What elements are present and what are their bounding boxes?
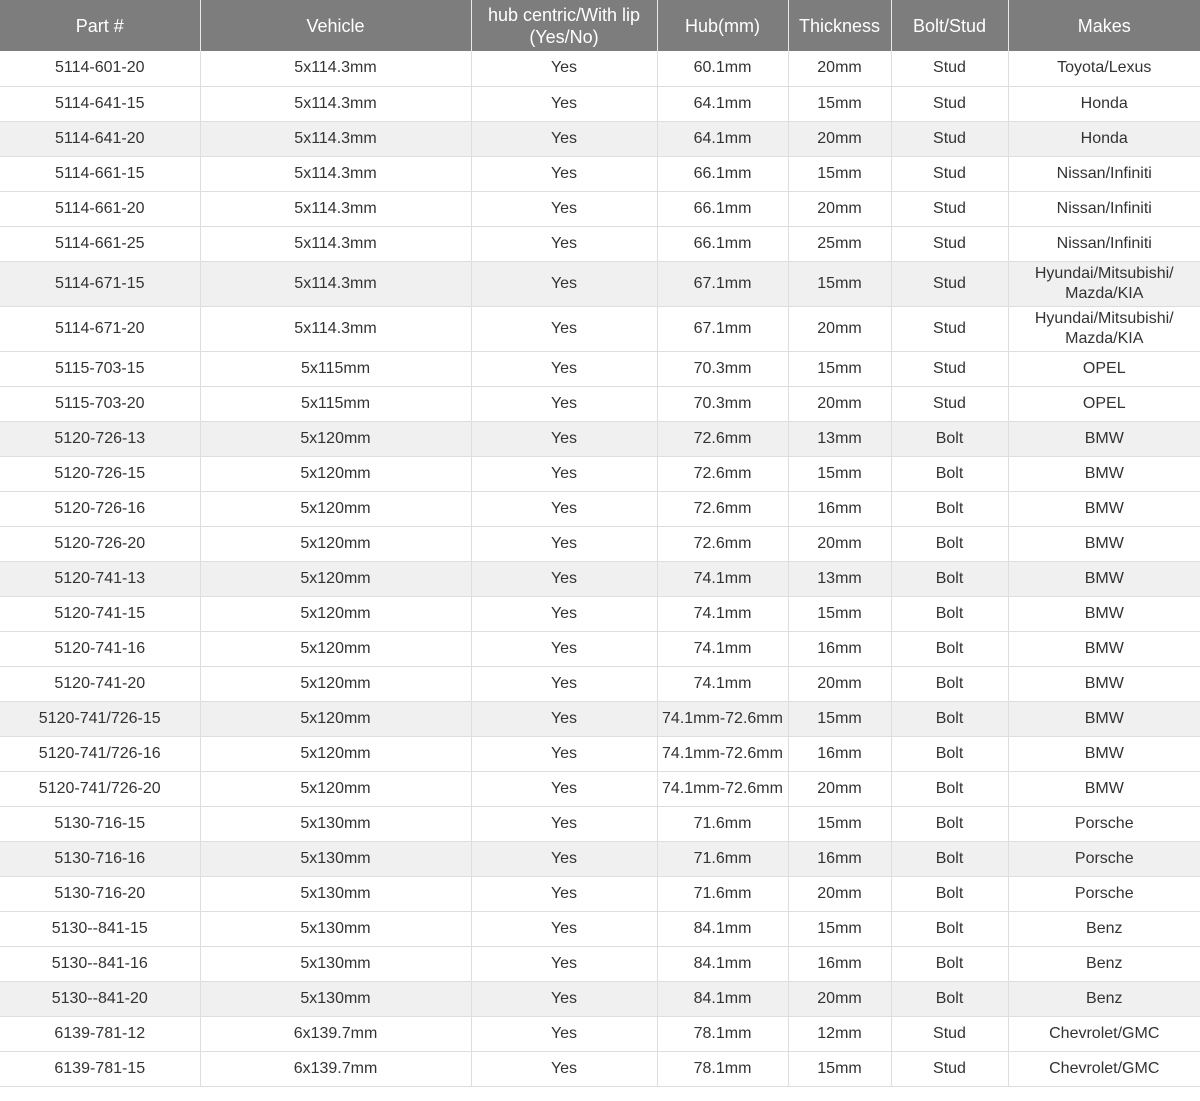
cell-vehicle: 5x120mm (200, 771, 471, 806)
cell-hub-mm: 70.3mm (657, 386, 788, 421)
cell-thickness: 16mm (788, 736, 891, 771)
cell-makes: Honda (1008, 121, 1200, 156)
cell-bolt-stud: Stud (891, 226, 1008, 261)
cell-makes: Hyundai/Mitsubishi/ Mazda/KIA (1008, 261, 1200, 306)
cell-hub-mm: 64.1mm (657, 121, 788, 156)
cell-part-number: 5114-641-20 (0, 121, 200, 156)
cell-thickness: 12mm (788, 1016, 891, 1051)
cell-vehicle: 5x120mm (200, 491, 471, 526)
cell-hub-centric: Yes (471, 946, 657, 981)
cell-makes: OPEL (1008, 386, 1200, 421)
cell-thickness: 20mm (788, 876, 891, 911)
cell-hub-centric: Yes (471, 121, 657, 156)
cell-bolt-stud: Bolt (891, 701, 1008, 736)
cell-vehicle: 5x120mm (200, 596, 471, 631)
cell-thickness: 15mm (788, 701, 891, 736)
cell-thickness: 15mm (788, 261, 891, 306)
cell-makes: Nissan/Infiniti (1008, 226, 1200, 261)
cell-bolt-stud: Bolt (891, 561, 1008, 596)
cell-vehicle: 5x120mm (200, 701, 471, 736)
cell-hub-centric: Yes (471, 156, 657, 191)
cell-thickness: 16mm (788, 491, 891, 526)
cell-hub-centric: Yes (471, 226, 657, 261)
cell-bolt-stud: Bolt (891, 876, 1008, 911)
cell-part-number: 5114-641-15 (0, 86, 200, 121)
cell-hub-mm: 78.1mm (657, 1016, 788, 1051)
cell-part-number: 5114-661-25 (0, 226, 200, 261)
table-row (0, 526, 1200, 561)
cell-part-number: 5130-716-20 (0, 876, 200, 911)
cell-hub-mm: 67.1mm (657, 261, 788, 306)
cell-part-number: 5114-601-20 (0, 51, 200, 86)
table-row (0, 191, 1200, 226)
cell-thickness: 16mm (788, 841, 891, 876)
cell-part-number: 5130-716-16 (0, 841, 200, 876)
cell-thickness: 15mm (788, 806, 891, 841)
table-row (0, 666, 1200, 701)
cell-hub-mm: 72.6mm (657, 421, 788, 456)
table-row (0, 491, 1200, 526)
cell-makes: Porsche (1008, 876, 1200, 911)
header-makes: Makes (1008, 0, 1200, 51)
cell-hub-centric: Yes (471, 701, 657, 736)
table-body (0, 51, 1200, 1086)
cell-part-number: 5120-741-16 (0, 631, 200, 666)
cell-vehicle: 5x114.3mm (200, 191, 471, 226)
cell-part-number: 5120-726-16 (0, 491, 200, 526)
cell-hub-mm: 72.6mm (657, 526, 788, 561)
cell-makes: BMW (1008, 491, 1200, 526)
cell-bolt-stud: Bolt (891, 841, 1008, 876)
table-row (0, 421, 1200, 456)
cell-hub-mm: 74.1mm (657, 561, 788, 596)
cell-makes: BMW (1008, 736, 1200, 771)
cell-hub-mm: 71.6mm (657, 806, 788, 841)
header-row (0, 0, 1200, 51)
table-row (0, 456, 1200, 491)
cell-vehicle: 5x114.3mm (200, 51, 471, 86)
cell-bolt-stud: Bolt (891, 491, 1008, 526)
cell-thickness: 25mm (788, 226, 891, 261)
cell-makes: Nissan/Infiniti (1008, 156, 1200, 191)
cell-part-number: 5114-671-20 (0, 306, 200, 351)
cell-thickness: 20mm (788, 981, 891, 1016)
cell-part-number: 5115-703-20 (0, 386, 200, 421)
cell-part-number: 6139-781-12 (0, 1016, 200, 1051)
cell-hub-mm: 66.1mm (657, 156, 788, 191)
cell-part-number: 5114-671-15 (0, 261, 200, 306)
cell-vehicle: 5x120mm (200, 421, 471, 456)
cell-thickness: 13mm (788, 421, 891, 456)
cell-makes: Benz (1008, 981, 1200, 1016)
cell-makes: Hyundai/Mitsubishi/ Mazda/KIA (1008, 306, 1200, 351)
cell-bolt-stud: Bolt (891, 456, 1008, 491)
cell-hub-centric: Yes (471, 806, 657, 841)
cell-bolt-stud: Stud (891, 261, 1008, 306)
cell-vehicle: 5x120mm (200, 631, 471, 666)
cell-hub-centric: Yes (471, 351, 657, 386)
cell-thickness: 20mm (788, 306, 891, 351)
table-row (0, 736, 1200, 771)
cell-bolt-stud: Bolt (891, 911, 1008, 946)
cell-vehicle: 5x115mm (200, 351, 471, 386)
cell-makes: Benz (1008, 911, 1200, 946)
cell-hub-mm: 74.1mm-72.6mm (657, 736, 788, 771)
cell-makes: BMW (1008, 596, 1200, 631)
cell-part-number: 5120-741/726-16 (0, 736, 200, 771)
cell-hub-mm: 60.1mm (657, 51, 788, 86)
cell-vehicle: 5x114.3mm (200, 121, 471, 156)
cell-part-number: 5120-741-13 (0, 561, 200, 596)
table-row (0, 771, 1200, 806)
table-row (0, 261, 1200, 306)
cell-bolt-stud: Bolt (891, 981, 1008, 1016)
cell-hub-mm: 78.1mm (657, 1051, 788, 1086)
cell-thickness: 20mm (788, 191, 891, 226)
table-row (0, 631, 1200, 666)
cell-hub-mm: 66.1mm (657, 191, 788, 226)
cell-bolt-stud: Bolt (891, 946, 1008, 981)
cell-bolt-stud: Bolt (891, 631, 1008, 666)
cell-makes: Toyota/Lexus (1008, 51, 1200, 86)
cell-vehicle: 5x114.3mm (200, 226, 471, 261)
cell-vehicle: 5x114.3mm (200, 86, 471, 121)
cell-part-number: 5130--841-20 (0, 981, 200, 1016)
cell-bolt-stud: Bolt (891, 806, 1008, 841)
cell-hub-mm: 71.6mm (657, 841, 788, 876)
cell-thickness: 16mm (788, 631, 891, 666)
cell-hub-mm: 72.6mm (657, 456, 788, 491)
cell-bolt-stud: Stud (891, 386, 1008, 421)
cell-hub-centric: Yes (471, 876, 657, 911)
cell-hub-centric: Yes (471, 261, 657, 306)
cell-thickness: 20mm (788, 526, 891, 561)
cell-bolt-stud: Stud (891, 121, 1008, 156)
cell-part-number: 5120-726-15 (0, 456, 200, 491)
cell-vehicle: 5x130mm (200, 841, 471, 876)
cell-thickness: 20mm (788, 666, 891, 701)
table-row (0, 911, 1200, 946)
cell-thickness: 15mm (788, 911, 891, 946)
table-row (0, 86, 1200, 121)
cell-makes: BMW (1008, 701, 1200, 736)
cell-part-number: 5130-716-15 (0, 806, 200, 841)
cell-hub-centric: Yes (471, 561, 657, 596)
header-thickness: Thickness (788, 0, 891, 51)
cell-thickness: 15mm (788, 456, 891, 491)
cell-thickness: 15mm (788, 596, 891, 631)
cell-hub-centric: Yes (471, 1016, 657, 1051)
cell-makes: BMW (1008, 631, 1200, 666)
table-row (0, 351, 1200, 386)
cell-hub-centric: Yes (471, 1051, 657, 1086)
cell-makes: Chevrolet/GMC (1008, 1051, 1200, 1086)
cell-part-number: 5120-726-13 (0, 421, 200, 456)
table-row (0, 121, 1200, 156)
cell-hub-mm: 67.1mm (657, 306, 788, 351)
cell-bolt-stud: Stud (891, 86, 1008, 121)
cell-part-number: 5120-741/726-15 (0, 701, 200, 736)
cell-hub-centric: Yes (471, 911, 657, 946)
cell-hub-mm: 71.6mm (657, 876, 788, 911)
table-header (0, 0, 1200, 51)
cell-hub-mm: 74.1mm (657, 596, 788, 631)
cell-hub-mm: 66.1mm (657, 226, 788, 261)
table-row (0, 51, 1200, 86)
header-hub-centric: hub centric/With lip (Yes/No) (471, 0, 657, 51)
cell-thickness: 20mm (788, 771, 891, 806)
cell-hub-centric: Yes (471, 86, 657, 121)
cell-makes: Chevrolet/GMC (1008, 1016, 1200, 1051)
cell-hub-centric: Yes (471, 191, 657, 226)
cell-hub-centric: Yes (471, 631, 657, 666)
cell-vehicle: 5x120mm (200, 561, 471, 596)
cell-makes: BMW (1008, 526, 1200, 561)
table-row (0, 596, 1200, 631)
table-row (0, 306, 1200, 351)
cell-hub-centric: Yes (471, 596, 657, 631)
cell-part-number: 5120-741-15 (0, 596, 200, 631)
cell-hub-centric: Yes (471, 386, 657, 421)
cell-bolt-stud: Bolt (891, 736, 1008, 771)
table-row (0, 226, 1200, 261)
cell-bolt-stud: Stud (891, 306, 1008, 351)
cell-bolt-stud: Bolt (891, 421, 1008, 456)
cell-thickness: 20mm (788, 386, 891, 421)
cell-makes: Honda (1008, 86, 1200, 121)
cell-hub-centric: Yes (471, 771, 657, 806)
cell-hub-mm: 74.1mm-72.6mm (657, 701, 788, 736)
cell-thickness: 15mm (788, 86, 891, 121)
cell-vehicle: 6x139.7mm (200, 1016, 471, 1051)
cell-part-number: 5114-661-15 (0, 156, 200, 191)
cell-hub-centric: Yes (471, 981, 657, 1016)
cell-vehicle: 5x114.3mm (200, 306, 471, 351)
table-row (0, 981, 1200, 1016)
cell-bolt-stud: Bolt (891, 596, 1008, 631)
cell-hub-mm: 84.1mm (657, 946, 788, 981)
cell-vehicle: 5x130mm (200, 911, 471, 946)
cell-makes: BMW (1008, 456, 1200, 491)
header-vehicle: Vehicle (200, 0, 471, 51)
cell-bolt-stud: Bolt (891, 666, 1008, 701)
cell-vehicle: 5x120mm (200, 456, 471, 491)
header-part-number: Part # (0, 0, 200, 51)
table-row (0, 806, 1200, 841)
cell-bolt-stud: Stud (891, 351, 1008, 386)
cell-hub-centric: Yes (471, 51, 657, 86)
cell-thickness: 15mm (788, 156, 891, 191)
cell-bolt-stud: Stud (891, 1016, 1008, 1051)
cell-makes: Porsche (1008, 841, 1200, 876)
cell-bolt-stud: Stud (891, 1051, 1008, 1086)
cell-hub-mm: 74.1mm-72.6mm (657, 771, 788, 806)
cell-hub-centric: Yes (471, 666, 657, 701)
cell-vehicle: 5x120mm (200, 736, 471, 771)
cell-makes: BMW (1008, 666, 1200, 701)
cell-thickness: 15mm (788, 1051, 891, 1086)
cell-vehicle: 5x120mm (200, 526, 471, 561)
cell-hub-mm: 70.3mm (657, 351, 788, 386)
cell-part-number: 6139-781-15 (0, 1051, 200, 1086)
cell-hub-mm: 84.1mm (657, 911, 788, 946)
table-row (0, 946, 1200, 981)
cell-makes: BMW (1008, 421, 1200, 456)
cell-hub-mm: 72.6mm (657, 491, 788, 526)
cell-thickness: 20mm (788, 51, 891, 86)
cell-thickness: 13mm (788, 561, 891, 596)
cell-vehicle: 5x120mm (200, 666, 471, 701)
cell-bolt-stud: Stud (891, 191, 1008, 226)
cell-hub-mm: 64.1mm (657, 86, 788, 121)
cell-vehicle: 5x115mm (200, 386, 471, 421)
cell-part-number: 5114-661-20 (0, 191, 200, 226)
cell-vehicle: 5x130mm (200, 876, 471, 911)
table-row (0, 1051, 1200, 1086)
cell-hub-centric: Yes (471, 421, 657, 456)
cell-vehicle: 5x114.3mm (200, 261, 471, 306)
cell-part-number: 5130--841-16 (0, 946, 200, 981)
table-row (0, 701, 1200, 736)
cell-makes: BMW (1008, 561, 1200, 596)
cell-part-number: 5115-703-15 (0, 351, 200, 386)
cell-bolt-stud: Bolt (891, 771, 1008, 806)
cell-bolt-stud: Stud (891, 51, 1008, 86)
cell-thickness: 20mm (788, 121, 891, 156)
cell-makes: OPEL (1008, 351, 1200, 386)
table-row (0, 386, 1200, 421)
cell-makes: BMW (1008, 771, 1200, 806)
cell-makes: Porsche (1008, 806, 1200, 841)
table-row (0, 1016, 1200, 1051)
cell-vehicle: 5x130mm (200, 946, 471, 981)
cell-hub-mm: 74.1mm (657, 631, 788, 666)
cell-hub-centric: Yes (471, 306, 657, 351)
cell-bolt-stud: Stud (891, 156, 1008, 191)
table-row (0, 841, 1200, 876)
table-row (0, 156, 1200, 191)
header-hub-mm: Hub(mm) (657, 0, 788, 51)
cell-vehicle: 6x139.7mm (200, 1051, 471, 1086)
cell-hub-centric: Yes (471, 526, 657, 561)
cell-makes: Benz (1008, 946, 1200, 981)
cell-thickness: 15mm (788, 351, 891, 386)
cell-vehicle: 5x130mm (200, 806, 471, 841)
cell-part-number: 5120-741-20 (0, 666, 200, 701)
cell-vehicle: 5x114.3mm (200, 156, 471, 191)
cell-thickness: 16mm (788, 946, 891, 981)
cell-vehicle: 5x130mm (200, 981, 471, 1016)
cell-hub-mm: 84.1mm (657, 981, 788, 1016)
cell-makes: Nissan/Infiniti (1008, 191, 1200, 226)
cell-hub-centric: Yes (471, 491, 657, 526)
cell-hub-centric: Yes (471, 841, 657, 876)
cell-hub-centric: Yes (471, 456, 657, 491)
table-row (0, 561, 1200, 596)
cell-part-number: 5130--841-15 (0, 911, 200, 946)
table-row (0, 876, 1200, 911)
cell-bolt-stud: Bolt (891, 526, 1008, 561)
cell-hub-centric: Yes (471, 736, 657, 771)
cell-part-number: 5120-741/726-20 (0, 771, 200, 806)
cell-hub-mm: 74.1mm (657, 666, 788, 701)
header-bolt-stud: Bolt/Stud (891, 0, 1008, 51)
cell-part-number: 5120-726-20 (0, 526, 200, 561)
